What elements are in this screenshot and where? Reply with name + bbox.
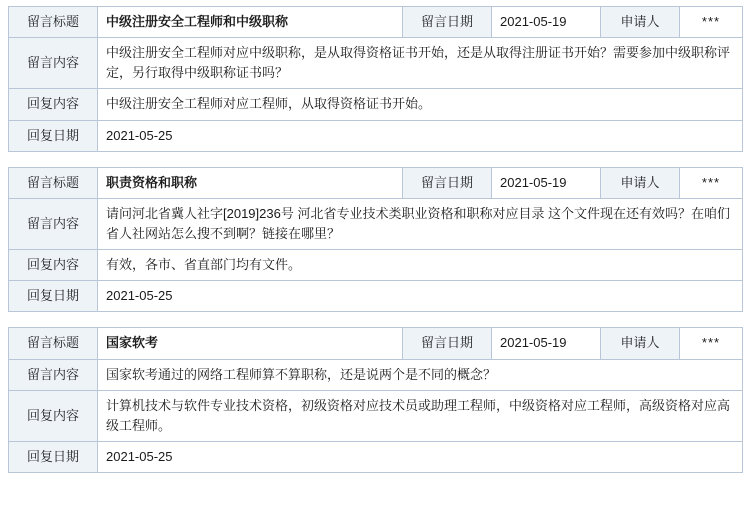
label-applicant: 申请人 [601,328,680,359]
value-applicant: *** [680,7,743,38]
card-header-row [9,328,743,359]
label-date: 留言日期 [403,7,492,38]
value-title: 国家软考 [98,328,403,359]
message-card [8,6,743,152]
card-reply-date-row [9,281,743,312]
card-reply-date-row [9,441,743,472]
label-reply-date: 回复日期 [9,281,98,312]
value-content: 国家软考通过的网络工程师算不算职称，还是说两个是不同的概念？ [98,359,743,390]
value-content: 请问河北省冀人社字[2019]236号 河北省专业技术类职业资格和职称对应目录 这个文件现在还有效吗？在咱们省人社网站怎么搜不到啊？链接在哪里？ [98,198,743,249]
card-header-row [9,7,743,38]
value-reply: 有效，各市、省直部门均有文件。 [98,250,743,281]
message-card [8,327,743,473]
value-applicant: *** [680,328,743,359]
label-content: 留言内容 [9,198,98,249]
label-reply-date: 回复日期 [9,441,98,472]
label-content: 留言内容 [9,38,98,89]
label-applicant: 申请人 [601,7,680,38]
value-reply: 中级注册安全工程师对应工程师，从取得资格证书开始。 [98,89,743,120]
value-content: 中级注册安全工程师对应中级职称，是从取得资格证书开始，还是从取得注册证书开始？需要参加中级职称评定，另行取得中级职称证书吗？ [98,38,743,89]
label-reply: 回复内容 [9,250,98,281]
label-applicant: 申请人 [601,167,680,198]
value-reply-date: 2021-05-25 [98,281,743,312]
value-applicant: *** [680,167,743,198]
label-title: 留言标题 [9,7,98,38]
label-date: 留言日期 [403,167,492,198]
value-date: 2021-05-19 [492,7,601,38]
card-reply-row [9,390,743,441]
label-date: 留言日期 [403,328,492,359]
value-title: 职责资格和职称 [98,167,403,198]
label-title: 留言标题 [9,328,98,359]
card-content-row [9,38,743,89]
value-reply-date: 2021-05-25 [98,120,743,151]
card-reply-row [9,250,743,281]
card-content-row [9,198,743,249]
value-reply: 计算机技术与软件专业技术资格，初级资格对应技术员或助理工程师，中级资格对应工程师，高级资格对应高级工程师。 [98,390,743,441]
value-date: 2021-05-19 [492,328,601,359]
label-title: 留言标题 [9,167,98,198]
value-date: 2021-05-19 [492,167,601,198]
label-content: 留言内容 [9,359,98,390]
card-header-row [9,167,743,198]
label-reply: 回复内容 [9,89,98,120]
value-reply-date: 2021-05-25 [98,441,743,472]
value-title: 中级注册安全工程师和中级职称 [98,7,403,38]
message-card [8,167,743,313]
card-content-row [9,359,743,390]
label-reply: 回复内容 [9,390,98,441]
label-reply-date: 回复日期 [9,120,98,151]
card-reply-date-row [9,120,743,151]
card-reply-row [9,89,743,120]
